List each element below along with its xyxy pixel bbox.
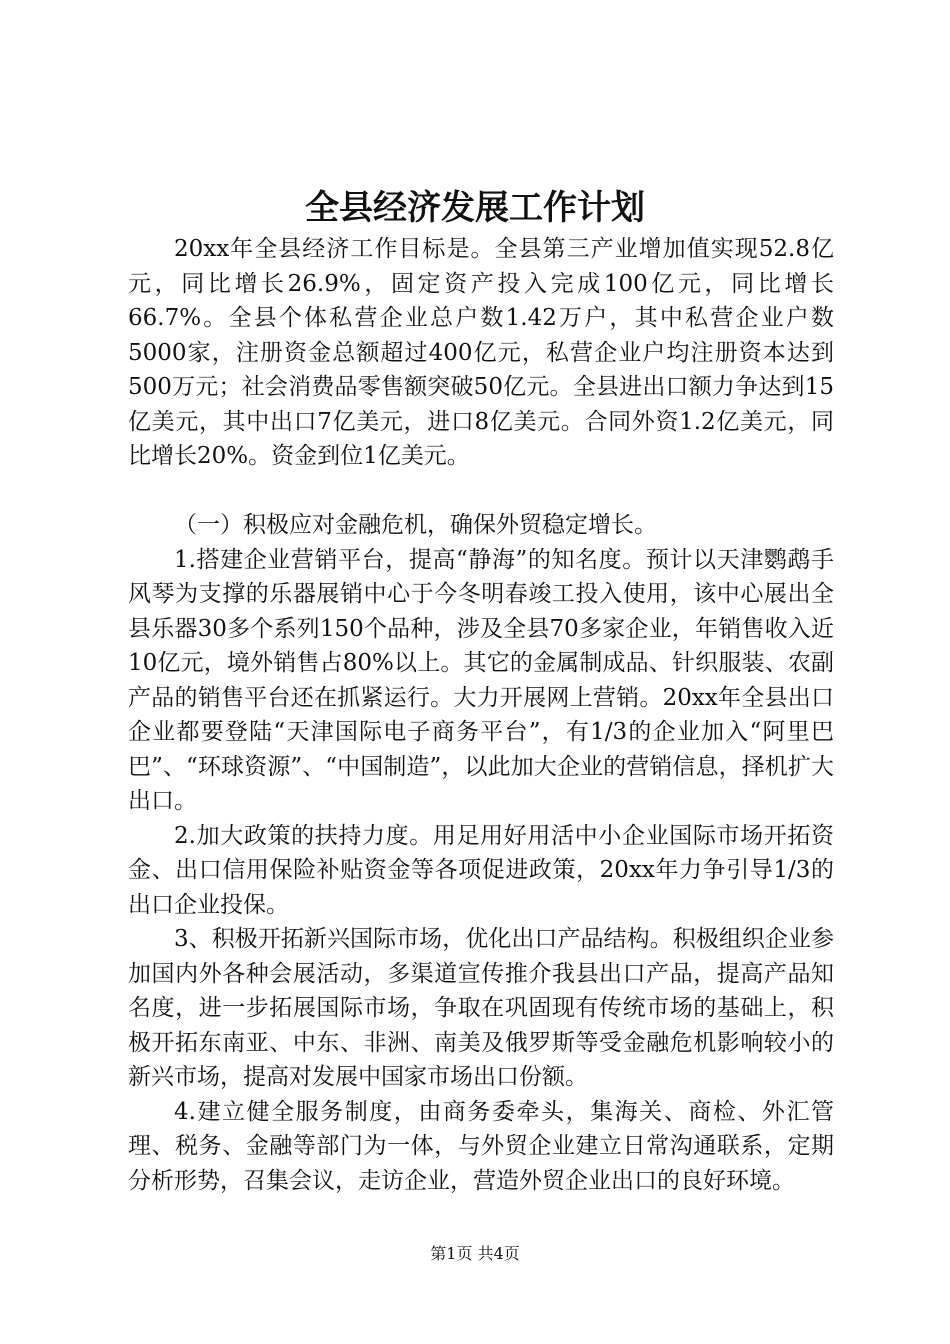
paragraph-spacer <box>128 474 834 509</box>
paragraph-goals: 20xx年全县经济工作目标是。全县第三产业增加值实现52.8亿元，同比增长26.9%，固定资产投入完成100亿元，同比增长66.7%。全县个体私营企业总户数1.42万户，其中私营企业户数5000家，注册资金总额超过400亿元，私营企业户均注册资本达到500万元；社会消费品零售额突破50亿元。全县进出口额力争达到15亿美元，其中出口7亿美元，进口8亿美元。合同外资1.2亿美元，同比增长20%。资金到位1亿美元。 <box>128 236 834 469</box>
paragraph-item-1: 1.搭建企业营销平台，提高“静海”的知名度。预计以天津鹦鹉手风琴为支撑的乐器展销中心于今冬明春竣工投入使用，该中心展出全县乐器30多个系列150个品种，涉及全县70多家企业，年销售收入近10亿元，境外销售占80%以上。其它的金属制成品、针织服装、农副产品的销售平台还在抓紧运行。大力开展网上营销。20xx年全县出口企业都要登陆“天津国际电子商务平台”，有1/3的企业加入“阿里巴巴”、“环球资源”、“中国制造”，以此加大企业的营销信息，择机扩大出口。 <box>128 546 834 814</box>
section-heading: （一）积极应对金融危机，确保外贸稳定增长。 <box>174 512 657 538</box>
document-body <box>128 232 834 1198</box>
paragraph-item-2: 2.加大政策的扶持力度。用足用好用活中小企业国际市场开拓资金、出口信用保险补贴资金等各项促进政策，20xx年力争引导1/3的出口企业投保。 <box>128 822 834 918</box>
paragraph-item-4: 4.建立健全服务制度，由商务委牵头，集海关、商检、外汇管理、税务、金融等部门为一体，与外贸企业建立日常沟通联系，定期分析形势，召集会议，走访企业，营造外贸企业出口的良好环境。 <box>128 1098 834 1194</box>
paragraph-item-3: 3、积极开拓新兴国际市场，优化出口产品结构。积极组织企业参加国内外各种会展活动，多渠道宣传推介我县出口产品，提高产品知名度，进一步拓展国际市场，争取在巩固现有传统市场的基础上，积极开拓东南亚、中东、非洲、南美及俄罗斯等受金融危机影响较小的新兴市场，提高对发展中国家市场出口份额。 <box>128 926 834 1090</box>
page-footer: 第1页 共4页 <box>430 1244 520 1263</box>
document-title: 全县经济发展工作计划 <box>305 188 645 228</box>
